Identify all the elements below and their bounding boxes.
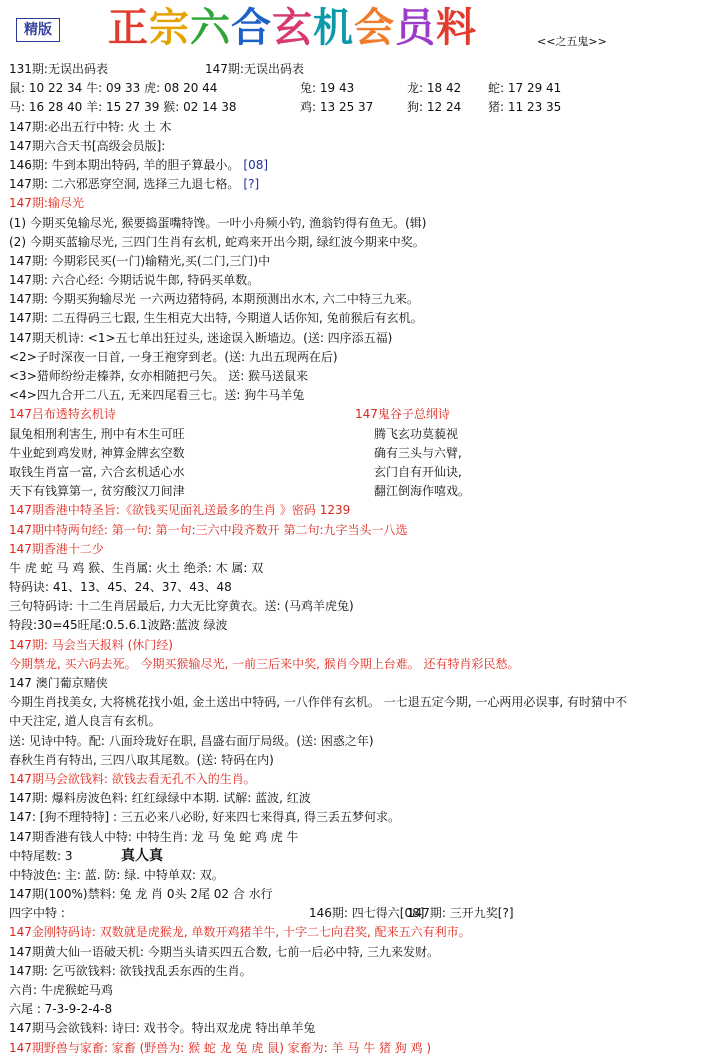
line-text: 中特波色: 主: 蓝. 防: 绿. 中特单双: 双。: [9, 867, 224, 882]
page-title: [108, 2, 477, 54]
line-text: (2) 今期买蓝输尽光, 三四门生肖有玄机, 蛇鸡来开出今期, 绿红波今期来中奖。: [9, 234, 425, 249]
line-column-text: 腾飞玄功莫藐视: [374, 426, 459, 441]
text-line: [9, 501, 709, 520]
title-char: 机: [313, 5, 354, 51]
text-line: [9, 175, 709, 194]
line-text: 147金刚特码诗: 双数就是虎猴龙, 单数开鸡猪羊牛, 十字二七向君奖, 配来五六有利市。: [9, 925, 471, 940]
line-text: 鼠兔相刑利害生, 刑中有木生可旺: [9, 426, 185, 441]
line-column-text: 147鬼谷子总纲诗: [355, 407, 450, 422]
line-column-text: 龙: 18 42: [407, 81, 462, 96]
line-text: 中特尾数: 3: [9, 848, 73, 863]
text-line: [9, 1000, 709, 1019]
line-text: 147期六合天书[高级会员版]:: [9, 138, 166, 153]
text-line: [9, 425, 709, 444]
text-line: [9, 674, 709, 693]
line-text: 147期香港十二少: [9, 541, 104, 556]
text-line: [9, 828, 709, 847]
text-line: [9, 751, 709, 770]
line-text: 147期: 二六邪恶穿空洞, 选择三九退七格。: [9, 177, 240, 192]
text-line: [9, 943, 709, 962]
text-line: [9, 137, 709, 156]
line-text: 特码诀: 41、13、45、24、37、43、48: [9, 580, 232, 595]
line-text: 147期:必出五行中特: 火 土 木: [9, 119, 172, 134]
text-line: [9, 98, 709, 117]
text-line: [9, 808, 709, 827]
line-text: 春秋生肖有特出, 三四八取其尾数。(送: 特码在内): [9, 752, 274, 767]
text-line: [9, 770, 709, 789]
text-line: [9, 636, 709, 655]
line-column-text: 玄门自有开仙诀,: [374, 464, 462, 479]
text-line: [9, 655, 709, 674]
line-text: 147期: 六合心经: 今期话说牛郎, 特码买单数。: [9, 273, 260, 288]
line-text: 天下有钱算第一, 贫穷酸汉刀间津: [9, 484, 185, 499]
line-text: 147期: 乞丐欲钱料: 欲钱找乱丢东西的生肖。: [9, 963, 252, 978]
line-tail: [08]: [243, 157, 269, 172]
text-line: [9, 386, 709, 405]
title-char: 会: [354, 5, 395, 51]
text-line: [9, 866, 709, 885]
text-line: [9, 578, 709, 597]
line-column-text: 翻江倒海作嘻戏。: [374, 484, 471, 499]
text-line: [9, 118, 709, 137]
text-line: [9, 463, 709, 482]
text-line: [9, 60, 709, 79]
line-text: <3>猎师纷纷走榛莽, 女亦相随把弓矢。 送: 猴马送鼠来: [9, 369, 309, 383]
text-line: [9, 156, 709, 175]
line-text: 147期:输尽光: [9, 196, 84, 211]
text-line: [9, 597, 709, 616]
text-line: [9, 444, 709, 463]
edition-badge: 精版: [16, 18, 60, 42]
content-body: [9, 60, 709, 1058]
text-line: [9, 348, 709, 367]
line-column-text: 蛇: 17 29 41: [488, 81, 562, 96]
line-text: 147期中特两句经: 第一句: 第一句:三六中段齐数开 第二句:九字当头一八选: [9, 522, 408, 537]
line-text: 147期: 今期彩民买(一门)输精光,买(二门,三门)中: [9, 253, 271, 268]
title-char: 员: [395, 5, 436, 51]
line-text: 131期:无误出码表: [9, 62, 108, 76]
line-column-text: 147期: 三开九奖[?]: [407, 906, 514, 921]
page-header: [0, 0, 713, 58]
text-line: [9, 559, 709, 578]
text-line: [9, 309, 709, 328]
line-text: 146期: 牛到本期出特码, 羊的胆子算最小。: [9, 157, 240, 172]
line-column-text: 兔: 19 43: [300, 81, 355, 96]
text-line: [9, 79, 709, 98]
text-line: [9, 290, 709, 309]
line-text: 147吕布透特玄机诗: [9, 407, 116, 422]
line-text: 鼠: 10 22 34 牛: 09 33 虎: 08 20 44: [9, 81, 218, 96]
line-text: <2>子时深夜一日首, 一身王袍穿到老。(送: 九出五现两在后): [9, 349, 338, 364]
line-text: 特段:30=45旺尾:0.5.6.1波路:蓝波 绿波: [9, 618, 228, 633]
line-column-text: 鸡: 13 25 37: [300, 100, 374, 115]
text-line: [9, 616, 709, 635]
text-line: [9, 233, 709, 252]
line-text: 马: 16 28 40 羊: 15 27 39 猴: 02 14 38: [9, 100, 237, 115]
line-column-text: 狗: 12 24: [407, 100, 462, 115]
line-text: 147期马会欲钱料: 诗曰: 戏书令。特出双龙虎 特出单羊兔: [9, 1021, 316, 1036]
title-char: 六: [190, 5, 231, 51]
text-line: [9, 540, 709, 559]
text-line: [9, 981, 709, 1000]
text-line: [9, 693, 709, 712]
text-line: [9, 482, 709, 501]
line-text: 147期野兽与家畜: 家畜 (野兽为: 猴 蛇 龙 兔 虎 鼠) 家畜为: 羊 马 牛 猪 狗 鸡 ): [9, 1040, 432, 1055]
title-char: 合: [231, 5, 272, 51]
line-text: 147期香港有钱人中特: 中特生肖: 龙 马 兔 蛇 鸡 虎 牛: [9, 829, 299, 844]
line-text: 147期香港中特圣旨:《欲钱买见面礼送最多的生肖 》密码: [9, 503, 316, 518]
line-text: 六肖: 牛虎猴蛇马鸡: [9, 983, 113, 997]
text-line: [9, 789, 709, 808]
line-text: 147期: 二五得码三七跟, 生生相克大出特, 今期道人话你知, 兔前猴后有玄机。: [9, 311, 423, 326]
line-text: <4>四九合开二八五, 无来四尾看三七。送: 狗牛马羊兔: [9, 388, 305, 403]
text-line: [9, 405, 709, 424]
text-line: [9, 329, 709, 348]
line-column-text: 确有三头与六臂,: [374, 445, 462, 460]
title-char: 宗: [149, 5, 190, 51]
title-char: 玄: [272, 5, 313, 51]
text-line: [9, 252, 709, 271]
author-tag: <<之五鬼>>: [537, 35, 607, 48]
line-text: 取钱生肖富一富, 六合玄机适心水: [9, 464, 185, 479]
text-line: [9, 521, 709, 540]
line-text: 今期生肖找美女, 大将桃花找小姐, 金土送出中特码, 一八作伴有玄机。 一七退五定今期, 一心两用必误事, 有时猜中不: [9, 695, 627, 710]
text-line: [9, 367, 709, 386]
line-tail: 1239: [319, 503, 351, 518]
line-text: 147期黄大仙一语破天机: 今期当头请买四五合数, 七前一后必中特, 三九来发财。: [9, 944, 440, 959]
line-text: 牛业蛇到鸡发财, 神算金牌玄空数: [9, 445, 185, 460]
overlay-text: 真人真: [121, 847, 163, 864]
title-char: 料: [436, 5, 477, 51]
text-line: [9, 271, 709, 290]
line-column-text: 猪: 11 23 35: [488, 100, 562, 115]
text-line: [9, 1019, 709, 1038]
title-char: 正: [108, 5, 149, 51]
text-line: [9, 732, 709, 751]
line-text: 147: [狗不理特特] : 三五必来八必盼, 好来四七来得真, 得三丢五梦何求。: [9, 810, 401, 825]
line-text: (1) 今期买兔输尽光, 猴要捣蛋嘴特馋。一叶小舟频小钓, 渔翁钓得有鱼无。(辑): [9, 215, 427, 230]
line-text: 六尾 : 7-3-9-2-4-8: [9, 1002, 113, 1017]
line-text: 中天注定, 道人良言有玄机。: [9, 714, 161, 729]
line-column-text: 147期:无误出码表: [205, 62, 304, 76]
line-column-text: 146期: 四七得六[08]: [309, 906, 425, 921]
line-text: 147期(100%)禁料: 兔 龙 肖 0头 2尾 02 合 水行: [9, 887, 273, 902]
text-line: [9, 1039, 709, 1058]
line-text: 147期马会欲钱料: 欲钱去看无孔不入的生肖。: [9, 771, 256, 786]
line-text: 147期: 今期买狗输尽光 一六两边猪特码, 本期预测出水木, 六二中特三九来。: [9, 292, 419, 307]
text-line: [9, 214, 709, 233]
text-line: [9, 923, 709, 942]
line-text: 牛 虎 蛇 马 鸡 猴、生肖属: 火土 绝杀: 木 属: 双: [9, 560, 264, 575]
line-tail: [?]: [243, 177, 260, 192]
text-line: [9, 847, 709, 866]
line-text: 四字中特 :: [9, 906, 65, 921]
text-line: [9, 904, 709, 923]
line-text: 147期: 爆料房波色料: 红红绿绿中本期. 试解: 蓝波, 红波: [9, 791, 311, 806]
text-line: [9, 194, 709, 213]
line-text: 147 澳门葡京赌侠: [9, 676, 108, 690]
line-text: 三句特码诗: 十二生肖居最后, 力大无比穿黄衣。送: (马鸡羊虎兔): [9, 599, 354, 614]
text-line: [9, 885, 709, 904]
text-line: [9, 712, 709, 731]
text-line: [9, 962, 709, 981]
line-text: 送: 见诗中特。配: 八面玲珑好在职, 昌盛右面厅局级。(送: 困惑之年): [9, 733, 374, 748]
line-text: 今期禁龙, 买六码去死。 今期买猴输尽光, 一前三后来中奖, 猴肖今期上台难。 还有特肖彩民愁。: [9, 656, 520, 671]
line-text: 147期: 马会当天报料 (休门经): [9, 637, 173, 652]
line-text: 147期天机诗: <1>五七单出狂过头, 迷途误入断墙边。(送: 四序添五福): [9, 330, 393, 345]
